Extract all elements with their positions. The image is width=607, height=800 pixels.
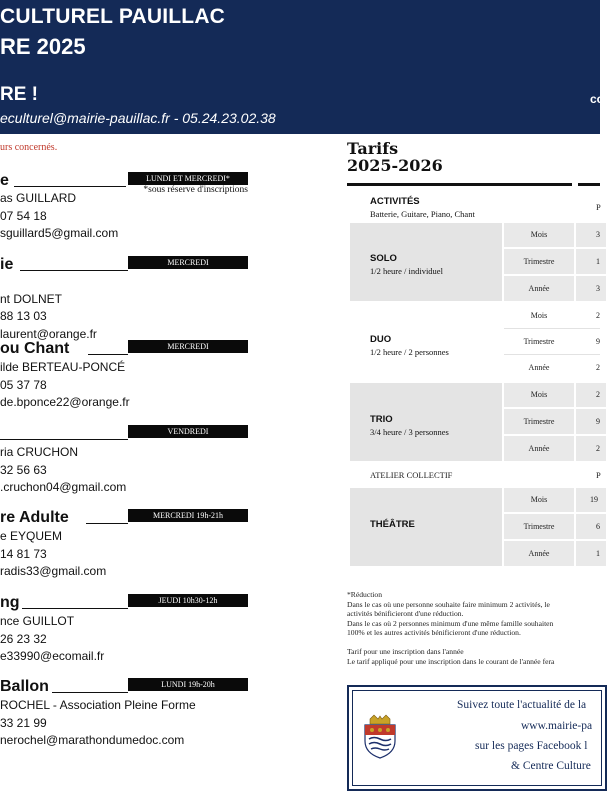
activites-desc: Batterie, Guitare, Piano, Chant [370, 209, 475, 219]
activity-name: e [0, 172, 9, 189]
price-cell: 3 [576, 276, 606, 301]
price-cell: 3 [576, 223, 606, 247]
period-cell: Année [504, 541, 574, 566]
activity-email[interactable]: radis33@gmail.com [0, 564, 107, 578]
activity-teacher: ria CRUCHON [0, 445, 78, 459]
activity-name: ou Chant [0, 340, 70, 357]
price-cell: 19 [576, 488, 606, 512]
pauillac-crest-icon [361, 715, 399, 759]
activity-name: Ballon [0, 678, 49, 695]
footnote-line: 100% et les autres activités bénificieront d'une réduction. [347, 628, 521, 638]
footnote-line: *Réduction [347, 590, 383, 599]
header-banner [0, 0, 605, 134]
header-title-line1: CULTUREL PAUILLAC [0, 5, 226, 28]
activity-divider [20, 270, 128, 271]
activity-day-badge: VENDREDI [128, 425, 248, 438]
period-cell: Mois [504, 223, 574, 247]
tarifs-divider [347, 183, 572, 186]
activity-divider [22, 608, 128, 609]
activites-label: ACTIVITÉS [370, 196, 420, 207]
price-cell: 2 [596, 363, 600, 372]
period-cell: Mois [504, 383, 574, 407]
tarif-group-desc: 1/2 heure / individuel [370, 266, 443, 276]
period-cell: Trimestre [504, 249, 574, 274]
promo-line1: Suivez toute l'actualité de la [457, 699, 587, 711]
activity-teacher: ROCHEL - Association Pleine Forme [0, 698, 196, 712]
header-title-line2: RE 2025 [0, 34, 86, 59]
tarif-group-desc: 1/2 heure / 2 personnes [370, 347, 449, 357]
period-cell: Année [504, 276, 574, 301]
price-cell: 2 [576, 436, 606, 461]
period-cell: Mois [530, 311, 548, 320]
row-divider [504, 354, 600, 355]
footnote-line: Dans le cas où une personne souhaite faire minimum 2 activités, le [347, 599, 550, 609]
activity-extra-note: *sous réserve d'inscriptions [143, 185, 248, 195]
promo-website[interactable]: www.mairie-pa [521, 720, 593, 732]
activity-divider [14, 186, 126, 187]
activity-divider [86, 523, 128, 524]
activity-name: re Adulte [0, 509, 69, 526]
period-cell: Mois [504, 488, 574, 512]
footnote-line: activités bénificieront d'une réduction. [347, 609, 464, 619]
period-cell: Trimestre [504, 514, 574, 539]
activity-teacher: nce GUILLOT [0, 614, 75, 628]
activity-day-badge: LUNDI ET MERCREDI* [128, 172, 248, 185]
tarifs-title-line1: Tarifs [347, 139, 399, 158]
period-cell: Trimestre [504, 409, 574, 434]
activity-phone: 33 21 99 [0, 716, 47, 730]
tarifs-footnotes [347, 590, 607, 666]
price-cell: 9 [596, 337, 600, 346]
tarif-group-label: TRIO [370, 414, 393, 425]
activity-email[interactable]: sguillard5@gmail.com [0, 226, 119, 240]
activites-right: P [596, 202, 601, 212]
header-right-fragment: co [590, 92, 605, 106]
activity-teacher: as GUILLARD [0, 191, 77, 205]
concerned-note: urs concernés. [0, 142, 58, 153]
footnote-line: Le tarif appliqué pour une inscription dans le courant de l'année fera [347, 656, 555, 666]
price-cell: 1 [576, 541, 606, 566]
footnote-spacer [347, 638, 607, 647]
price-cell: 6 [576, 514, 606, 539]
activity-divider [88, 354, 128, 355]
tarif-group-label: DUO [370, 334, 392, 345]
tarifs-divider [578, 183, 600, 186]
activity-email[interactable]: e33990@ecomail.fr [0, 649, 105, 663]
price-cell: 9 [576, 409, 606, 434]
period-cell: Trimestre [523, 337, 555, 346]
activity-email[interactable]: de.bponce22@orange.fr [0, 395, 130, 409]
atelier-right: P [596, 470, 601, 480]
header-contact: eculturel@mairie-pauillac.fr - 05.24.23.02.38 [0, 110, 276, 126]
promo-line3: sur les pages Facebook l [475, 740, 588, 752]
period-cell: Année [504, 436, 574, 461]
tarifs-table [348, 190, 600, 570]
tarif-group-desc: 3/4 heure / 3 personnes [370, 427, 449, 437]
activity-day-badge: MERCREDI [128, 256, 248, 269]
activity-day-badge: JEUDI 10h30-12h [128, 594, 248, 607]
tarifs-title [347, 140, 443, 174]
theatre-label: THÉÂTRE [370, 519, 415, 530]
activity-teacher: nt DOLNET [0, 292, 63, 306]
row-divider [504, 328, 600, 329]
price-cell: 2 [596, 311, 600, 320]
footnote-line: Dans le cas où 2 personnes minimum d'une même famille souhaiten [347, 618, 554, 628]
activity-divider [52, 692, 128, 693]
activity-divider [0, 439, 128, 440]
activity-phone: 32 56 63 [0, 463, 47, 477]
activity-email[interactable]: .cruchon04@gmail.com [0, 480, 127, 494]
activity-phone: 88 13 03 [0, 309, 47, 323]
tarif-group-label: SOLO [370, 253, 397, 264]
period-cell: Année [528, 363, 550, 372]
activity-phone: 05 37 78 [0, 378, 47, 392]
activity-teacher: ilde BERTEAU-PONCÉ [0, 360, 126, 374]
atelier-label: ATELIER COLLECTIF [370, 470, 453, 480]
activity-phone: 14 81 73 [0, 547, 47, 561]
tarifs-title-line2: 2025-2026 [347, 156, 443, 175]
activity-email[interactable]: laurent@orange.fr [0, 327, 97, 341]
price-cell: 2 [576, 383, 606, 407]
activity-day-badge: LUNDI 19h-20h [128, 678, 248, 691]
activity-phone: 07 54 18 [0, 209, 47, 223]
activity-name: ng [0, 594, 20, 611]
promo-box [347, 685, 607, 791]
header-title-line3: RE ! [0, 84, 38, 105]
activity-day-badge: MERCREDI [128, 340, 248, 353]
activity-name: ie [0, 256, 14, 273]
footnote-line: Tarif pour une inscription dans l'année [347, 646, 464, 656]
activity-teacher: e EYQUEM [0, 529, 63, 543]
activity-day-badge: MERCREDI 19h-21h [128, 509, 248, 522]
activity-phone: 26 23 32 [0, 632, 47, 646]
price-cell: 1 [576, 249, 606, 274]
promo-line4: & Centre Culture [511, 760, 591, 772]
activity-email[interactable]: nerochel@marathondumedoc.com [0, 733, 185, 747]
